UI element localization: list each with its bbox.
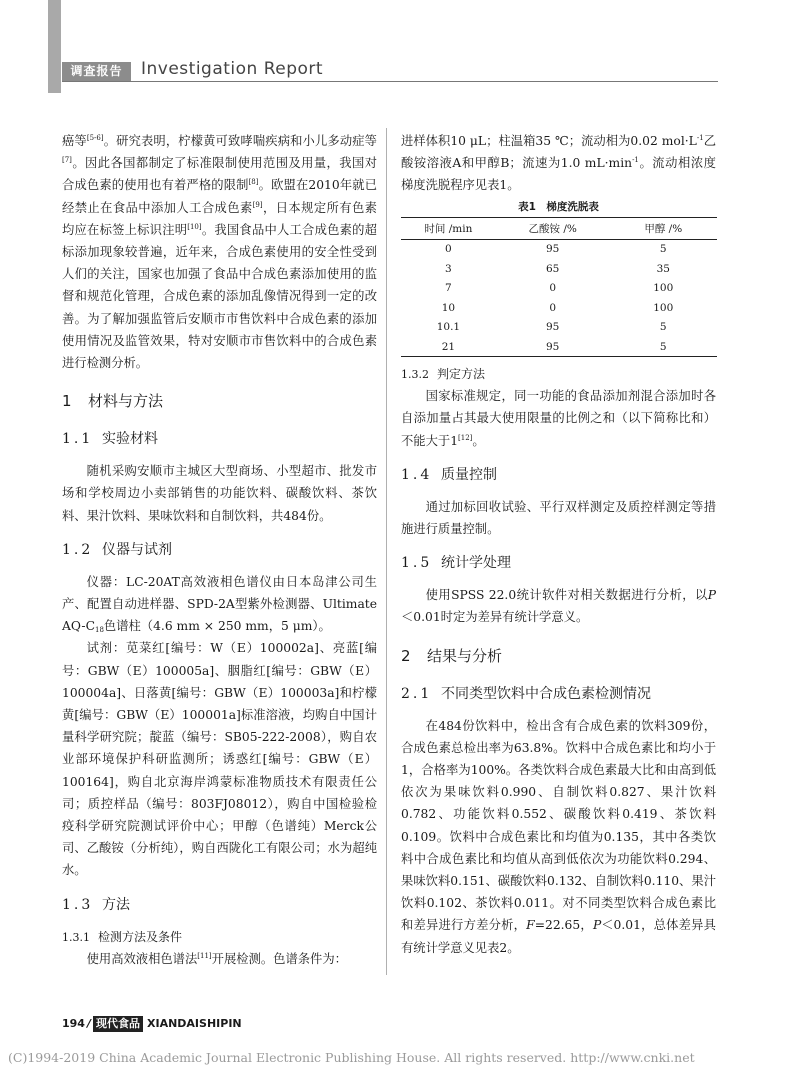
gradient-table xyxy=(401,217,717,358)
table-row xyxy=(401,337,717,357)
table-header-row xyxy=(401,217,717,239)
table-cell: 5 xyxy=(659,243,667,256)
page-number: 194 xyxy=(62,1017,85,1030)
table-cell: 7 xyxy=(445,282,452,295)
table-row xyxy=(401,317,717,337)
instruments-paragraph: 仪器：LC-20AT高效液相色谱仪由日本岛津公司生产、配置自动进样器、SPD-2A型紫外检测器、Ultimate $AQ-C_{18}$色谱柱（4.6 mm × 250 mm，5 μm）。 xyxy=(62,574,377,635)
intro-paragraph: 癌等[5-6]。研究表明，柠檬黄可致哮喘疾病和小儿多动症等[7]。因此各国都制定了标准限制使用范围及用量，我国对合成色素的使用也有着严格的限制[8]。欧盟在2010年就已经禁止在食品中添加人工合成色素[9]，日本规定所有色素均应在标签上标识注明[10]。我国食品中人工合成色素的超标添加现象较普遍，近年来，合成色素使用的安全性受到人们的关注，国家也加强了食品中合成色素添加使用的监督和规范化管理，合成色素的添加乱像情况得到一定的改善。为了解加强监管后安顺市市售饮料中合成色素的添加使用情况及监管效果，特对安顺市市售饮料中的合成色素进行检测分析。 xyxy=(62,134,377,371)
section-label: 调查报告 xyxy=(62,62,131,81)
table-cell: 3 xyxy=(445,262,452,275)
method-paragraph: 使用高效液相色谱法[11]开展检测。色谱条件为： xyxy=(86,951,347,966)
table-cell: 95 xyxy=(496,337,610,357)
section-heading-1-3: 1.3 方法 xyxy=(62,896,130,913)
column-divider xyxy=(386,128,387,975)
table-cell: 5 xyxy=(659,321,667,334)
section-heading-1-5: 1.5 统计学处理 xyxy=(401,555,511,572)
section-heading-2-1: 2.1 不同类型饮料中合成色素检测情况 xyxy=(401,685,651,702)
table-header-cell: 乙酸铵 /% xyxy=(496,217,610,239)
table-cell: 95 xyxy=(545,321,560,334)
table-row xyxy=(401,278,717,298)
table-row xyxy=(401,259,717,279)
reagents-paragraph: 试剂：苋菜红[编号：W（E）100002a]、亮蓝[编号：GBW（E）100005a]、胭脂红[编号：GBW（E）100004a]、日落黄[编号：GBW（E）100003a]和柠檬黄[编号：GBW（E）100001a]标准溶液，均购自中国计量科学研究院；靛蓝（编号：SB05-222-2008），购自农业部环境保护科研监测所；诱惑红[编号：GBW（E）100164]，购自北京海岸鸿蒙标准物质技术有限责任公司；质控样品（编号：803FJ08012），购自中国检验检疫科学研究院测试评价中心；甲醇（色谱纯）Merck公司、乙酸铵（分析纯），购自西陇化工有限公司；水为超纯水。 xyxy=(62,641,377,878)
materials-paragraph: 随机采购安顺市主城区大型商场、小型超市、批发市场和学校周边小卖部销售的功能饮料、碳酸饮料、茶饮料、果汁饮料、果味饮料和自制饮料，共484份。 xyxy=(62,464,377,523)
side-tab-bar xyxy=(48,0,61,93)
table-cell: 0 xyxy=(549,282,557,295)
table-cell: 35 xyxy=(656,262,670,275)
section-heading-1-3-2: 1.3.2 判定方法 xyxy=(401,367,486,382)
table-header-cell: 时间 /min xyxy=(401,217,496,239)
journal-pinyin: XIANDAISHIPIN xyxy=(147,1017,242,1030)
table-cell: 100 xyxy=(653,282,674,295)
table-row xyxy=(401,298,717,318)
section-heading-1-4: 1.4 质量控制 xyxy=(401,466,497,483)
left-column xyxy=(62,130,377,970)
section-heading-1-3-1: 1.3.1 检测方法及条件 xyxy=(62,929,183,944)
table-cell: 5 xyxy=(610,337,717,357)
page-footer xyxy=(62,1016,242,1032)
stats-paragraph: 使用SPSS 22.0统计软件对相关数据进行分析，以P＜0.01时定为差异有统计学意义。 xyxy=(401,588,716,625)
table-cell: 65 xyxy=(545,262,560,275)
table-cell: 21 xyxy=(401,337,496,357)
table-cell: 100 xyxy=(653,301,674,314)
footer-slash: / xyxy=(86,1017,91,1030)
journal-name: 现代食品 xyxy=(93,1016,143,1032)
results-paragraph: 在484份饮料中，检出含有合成色素的饮料309份，合成色素总检出率为63.8%。饮料中合成色素比和均小于1，合格率为100%。各类饮料合成色素最大比和由高到低依次为果味饮料0.990、自制饮料0.827、果汁饮料0.782、功能饮料0.552、碳酸饮料0.419、茶饮料0.109。饮料中合成色素比和均值为0.135，其中各类饮料中合成色素比和均值从高到低依次为功能饮料0.294、果味饮料0.151、碳酸饮料0.132、自制饮料0.110、果汁饮料0.102、茶饮料0.011。对不同类型饮料合成色素比和差异进行方差分析，F=22.65，P＜0.01，总体差异具有统计学意义见表2。 xyxy=(401,718,716,955)
section-heading-1-2: 1.2 仪器与试剂 xyxy=(62,541,172,558)
quality-paragraph: 通过加标回收试验、平行双样测定及质控样测定等措施进行质量控制。 xyxy=(401,499,716,536)
method-paragraph-cont: 进样体积10 μL；柱温箱35 ℃；流动相为0.02 $mol\cdot L^{-1}$乙酸铵溶液A和甲醇B；流速为1.0 $mL\cdot\min^{-1}$。流动相浓度梯度洗脱程序见表1。 xyxy=(401,134,716,193)
table-caption: 表1 梯度洗脱表 xyxy=(518,200,599,213)
right-column xyxy=(401,130,716,959)
section-heading-2: 2 结果与分析 xyxy=(401,646,503,665)
section-label-english: Investigation Report xyxy=(141,59,324,79)
table-row xyxy=(401,239,717,259)
header-rule xyxy=(62,81,718,82)
section-heading-1-1: 1.1 实验材料 xyxy=(62,431,158,448)
judge-paragraph: 国家标准规定，同一功能的食品添加剂混合添加时各自添加量占其最大使用限量的比例之和（以下简称比和）不能大于1[12]。 xyxy=(401,389,716,448)
table-cell: 95 xyxy=(545,243,560,256)
table-cell: 0 xyxy=(549,301,557,314)
table-cell: 0 xyxy=(445,243,452,256)
table-header-cell: 甲醇 /% xyxy=(610,217,717,239)
section-heading-1: 1 材料与方法 xyxy=(62,392,164,411)
table-cell: 10.1 xyxy=(436,321,461,334)
table-cell: 10 xyxy=(441,301,456,314)
copyright-notice: (C)1994-2019 China Academic Journal Electronic Publishing House. All rights reserved. http://www.cnki.net xyxy=(8,1050,695,1065)
